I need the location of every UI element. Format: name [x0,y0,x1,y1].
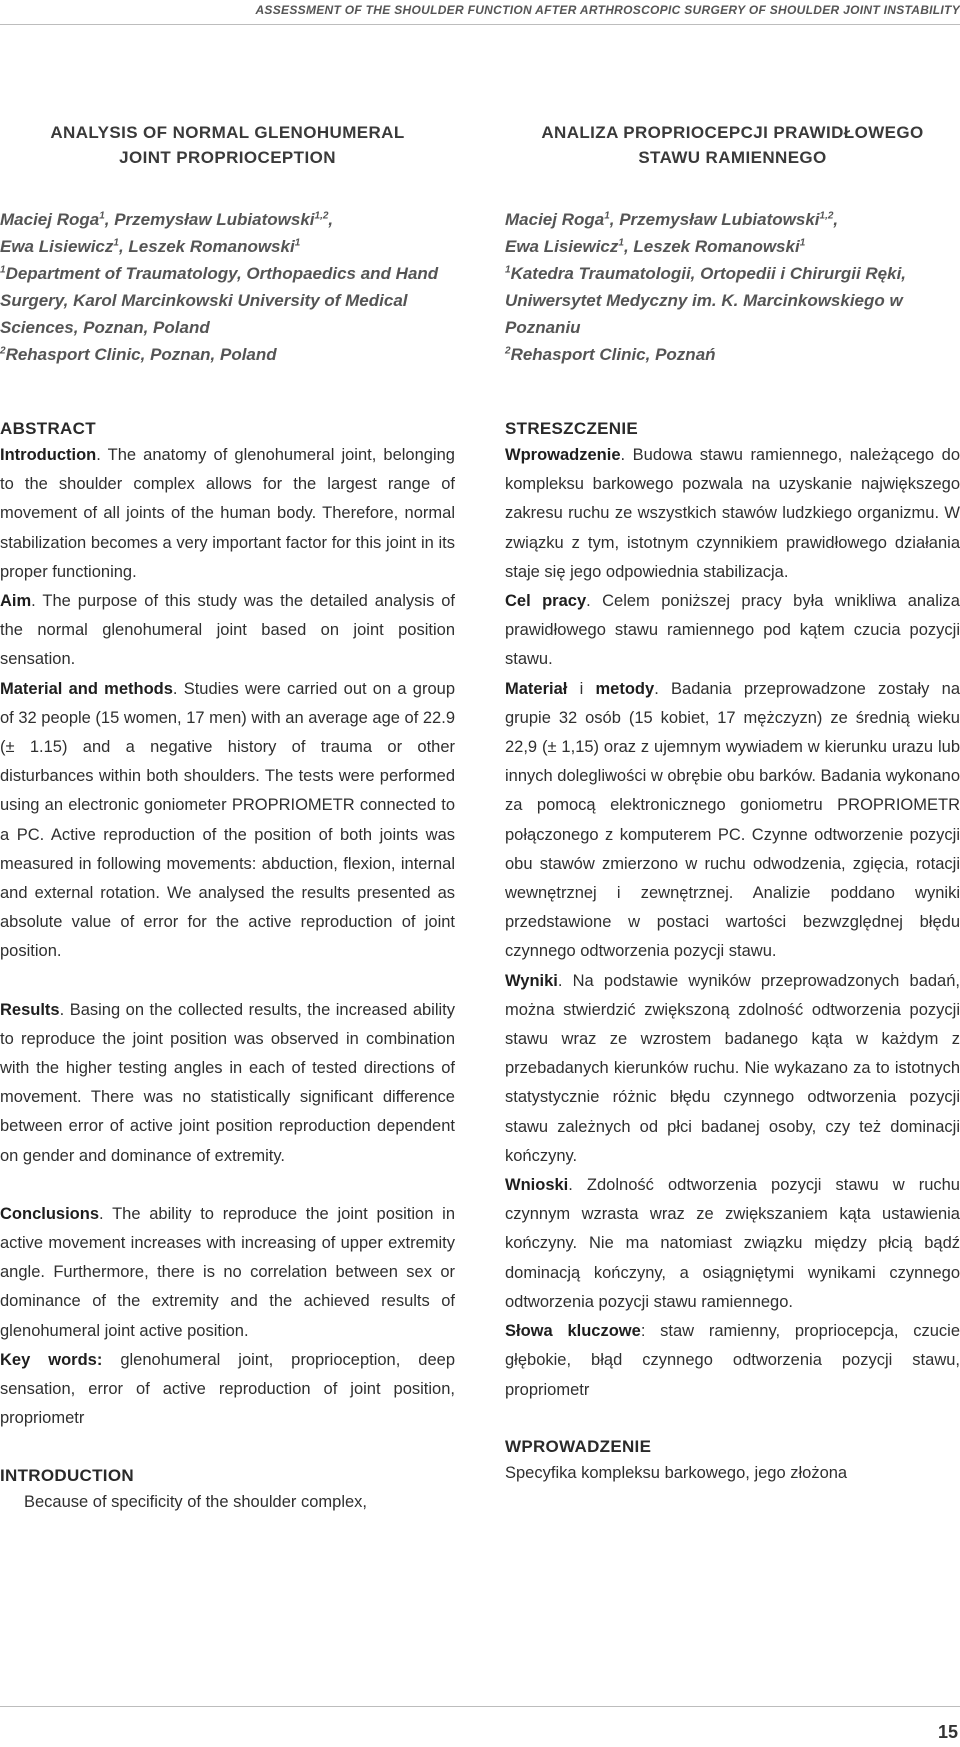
affiliation-1: Katedra Traumatologii, Ortopedii i Chirurgii Ręki, Uniwersytet Medyczny im. K. Marcinkowskiego w Poznaniu [505,264,907,337]
text: . Budowa stawu ramiennego, należącego do kompleksu barkowego pozwala na uzyskanie największego zakresu ruchu ze wszystkich stawów ludzkiego organizmu. W związku z tym, istotnym czynnikiem prawidłowego działania staje się jego odpowiednia stabilizacja. [505,446,960,581]
label: Słowa kluczowe [505,1322,641,1341]
author-sup: 1,2 [314,210,329,222]
text: . Basing on the collected results, the increased ability to reproduce the joint position was observed in combination with the higher testing angles in each of tested directions of movement. There was no statistically significant difference between error of active joint position reproduction dependent on gender and dominance of extremity. [0,1000,455,1165]
author-name: Leszek Romanowski [633,237,800,256]
label: Conclusions [0,1204,100,1223]
spacer [0,967,455,996]
affiliation-sup: 1 [0,264,6,276]
introduction-text: Specyfika kompleksu barkowego, jego złożona [505,1463,848,1482]
introduction-text: Because of specificity of the shoulder complex, [24,1492,368,1511]
author-sup: 1,2 [819,210,834,222]
title-line-1: ANALIZA PROPRIOCEPCJI PRAWIDŁOWEGO [541,123,924,142]
label: Wnioski [505,1176,569,1195]
text: i [567,679,596,698]
text: . The purpose of this study was the detailed analysis of the normal glenohumeral joint based on joint position sensation. [0,592,455,669]
author-sup: 1 [294,237,301,249]
author-name: Przemysław Lubiatowski [619,210,820,229]
label: Wprowadzenie [505,446,621,464]
label: metody [595,679,655,698]
abstract-conclusions [0,1200,455,1346]
label: Results [0,1000,60,1019]
spacer [0,1171,455,1200]
author-sup: 1 [99,210,105,222]
title-line-2: JOINT PROPRIOCEPTION [119,148,336,167]
label: Cel pracy [505,592,587,611]
abstract-conclusions [505,1171,960,1317]
title-line-1: ANALYSIS OF NORMAL GLENOHUMERAL [50,123,405,142]
label: Materiał [505,679,568,698]
header-divider [0,24,960,25]
author-name: Maciej Roga [505,210,605,229]
page-number: 15 [937,1722,958,1742]
author-sup: 1 [113,237,119,249]
abstract-aim [0,587,455,675]
article-title-pl [505,120,960,170]
text: . Zdolność odtworzenia pozycji stawu w ruchu czynnym wzrasta wraz ze zwiększaniem kąta ustawienia kończyny. Nie ma natomiast związku między płcią bądź dominacją kończyny, a osiągniętymi wynikami czynnego odtworzenia pozycji stawu ramiennego. [505,1176,960,1311]
abstract-methods [0,675,455,967]
abstract-introduction [505,441,960,587]
footer-divider [0,1706,960,1707]
affiliation-sup: 2 [505,345,511,357]
introduction-heading: INTRODUCTION [0,1465,134,1485]
spacer [505,1405,960,1434]
article-title-en [0,120,455,170]
label: Introduction [0,446,97,464]
authors-block-en: Maciej Roga$^1$, Przemysław Lubiatowski$^{1,2}$, Ewa Lisiewicz$^1$, Leszek Romanowski$^1$ $^1$Department of Traumatology, Orthopaedics and Hand Surgery, Karol Marcinkowski University of Medical Sciences, Poznan, Poland $^2$Rehasport Clinic, Poznan, Poland [0,210,439,364]
abstract-results [0,996,455,1171]
abstract-introduction [0,441,455,587]
author-name: Ewa Lisiewicz [505,237,619,256]
spacer [0,1434,455,1463]
author-name: Maciej Roga [0,210,100,229]
label: Material and methods [0,679,173,698]
label: Wyniki [505,971,558,990]
text: . Badania przeprowadzone zostały na grupie 32 osób (15 kobiet, 17 mężczyzn) ze średnią wieku 22,9 (± 1,15) oraz z ujemnym wywiadem w kierunku urazu lub innych dolegliwości w obrębie obu barków. Badania wykonano za pomocą elektronicznego goniometru PROPRIOMETR połączonego z komputerem PC. Czynne odtworzenie pozycji obu stawów zmierzono w ruchu odwodzenia, zgięcia, rotacji wewnętrznej i zewnętrznej. Analizie poddano wyniki przedstawione w postaci wartości bezwzględnej błędu czynnego odtworzenia pozycji stawu. [505,679,960,961]
text: . The anatomy of glenohumeral joint, belonging to the shoulder complex allows for the largest range of movement of all joints of the human body. Therefore, normal stabilization becomes a very important factor for this joint in its proper functioning. [0,446,455,581]
text: . Studies were carried out on a group of 32 people (15 women, 17 men) with an average age of 22.9 (± 1.15) and a negative history of trauma or other disturbances within both shoulders. The tests were performed using an electronic goniometer PROPRIOMETR connected to a PC. Active reproduction of the position of both joints was measured in following movements: abduction, flexion, internal and external rotation. We analysed the results presented as absolute value of error for the active reproduction of joint position. [0,679,455,961]
running-head: ASSESSMENT OF THE SHOULDER FUNCTION AFTER ARTHROSCOPIC SURGERY OF SHOULDER JOINT INSTABILITY [255,3,960,17]
author-sup: 1 [799,237,806,249]
text: . Celem poniższej pracy była wnikliwa analiza prawidłowego stawu ramiennego pod kątem czucia pozycji stawu. [505,592,960,669]
english-column [0,120,455,1517]
affiliation-1: Department of Traumatology, Orthopaedics and Hand Surgery, Karol Marcinkowski University of Medical Sciences, Poznan, Poland [0,264,439,337]
affiliation-2: Rehasport Clinic, Poznan, Poland [5,345,277,364]
authors-block-pl: Maciej Roga$^1$, Przemysław Lubiatowski$^{1,2}$, Ewa Lisiewicz$^1$, Leszek Romanowski$^1$ $^1$Katedra Traumatologii, Ortopedii i Chirurgii Ręki, Uniwersytet Medyczny im. K. Marcinkowskiego w Poznaniu $^2$Rehasport Clinic, Poznań [505,210,907,364]
affiliation-sup: 1 [505,264,511,276]
text: glenohumeral joint, proprioception, deep sensation, error of active reproduction of joint position, propriometr [0,1350,455,1428]
abstract-keywords [0,1346,455,1434]
abstract-methods [505,675,960,967]
author-name: Ewa Lisiewicz [0,237,114,256]
affiliation-2: Rehasport Clinic, Poznań [510,345,716,364]
polish-column [505,120,960,1488]
affiliation-sup: 2 [0,345,6,357]
introduction-heading: WPROWADZENIE [505,1436,652,1456]
abstract-keywords [505,1317,960,1405]
abstract-heading: ABSTRACT [0,419,96,438]
abstract-results [505,967,960,1171]
label: Aim [0,592,32,611]
author-sup: 1 [604,210,610,222]
author-name: Leszek Romanowski [128,237,295,256]
text: . The ability to reproduce the joint position in active movement increases with increasing of upper extremity angle. Furthermore, there is no correlation between sex or dominance of the extremity and the achieved results of glenohumeral joint active position. [0,1204,455,1340]
abstract-aim [505,587,960,675]
author-name: Przemysław Lubiatowski [114,210,315,229]
text: : staw ramienny, propriocepcja, czucie głębokie, błąd czynnego odtworzenia pozycji stawu, propriometr [505,1322,960,1399]
abstract-heading: STRESZCZENIE [505,419,639,438]
text: . Na podstawie wyników przeprowadzonych badań, można stwierdzić zwiększoną zdolność odtworzenia pozycji stawu wraz ze wzrostem badanego kąta w każdym z przebadanych kierunków ruchu. Nie wykazano za to istotnych statystycznie różnic błędu czynnego odtworzenia pozycji stawu zależnych od płci badanej osoby, czy też dominacji kończyny. [505,971,960,1165]
author-sup: 1 [618,237,624,249]
title-line-2: STAWU RAMIENNEGO [638,148,827,167]
label: Key words: [0,1350,103,1369]
